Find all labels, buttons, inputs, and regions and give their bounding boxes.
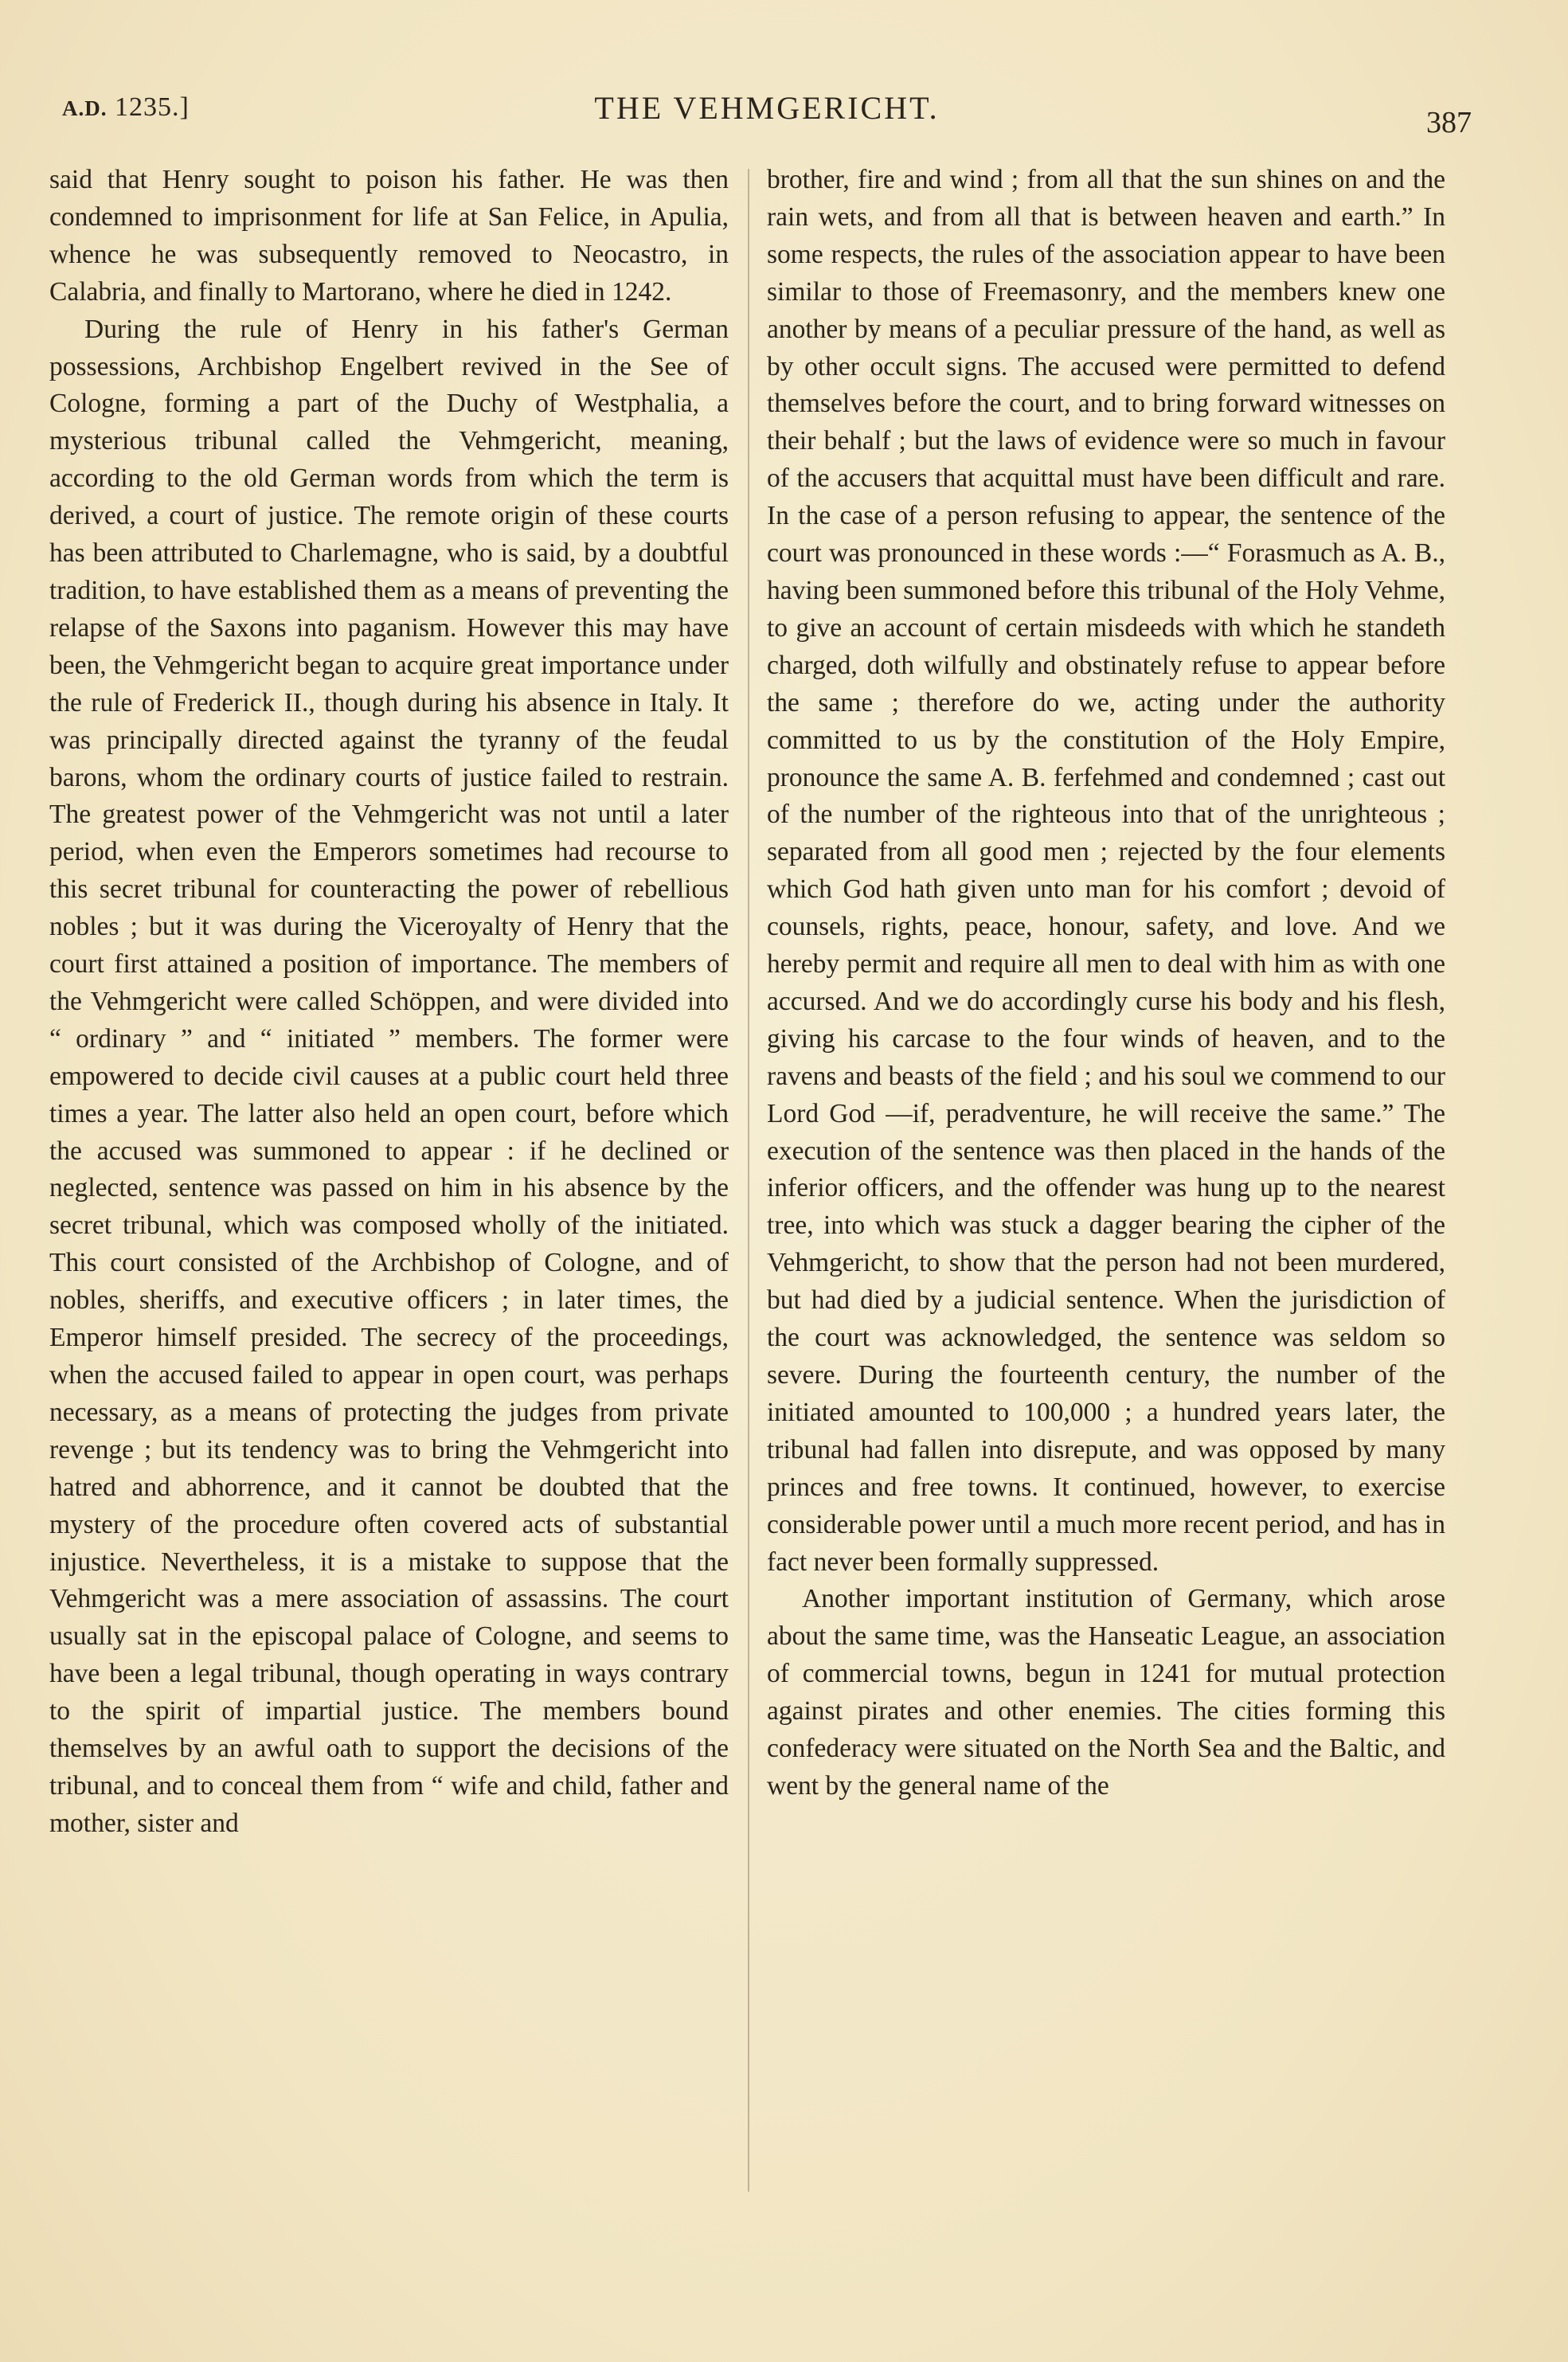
header-title: THE VEHMGERICHT. <box>594 90 940 126</box>
running-header <box>62 86 1472 139</box>
paragraph: During the rule of Henry in his father's German possessions, Archbishop Engelbert revived in the See of Cologne, forming a part of the Duchy of Westphalia, a mysterious tribunal called the Vehmgericht, meaning, according to the old German words from which the term is derived, a court of justice. The remote origin of these courts has been attributed to Charlemagne, who is said, by a doubtful tradition, to have established them as a means of preventing the relapse of the Saxons into paganism. However this may have been, the Vehmgericht began to acquire great importance under the rule of Frederick II., though during his absence in Italy. It was principally directed against the tyranny of the feudal barons, whom the ordinary courts of justice failed to restrain. The greatest power of the Vehmgericht was not until a later period, when even the Emperors sometimes had recourse to this secret tribunal for counteracting the power of rebellious nobles ; but it was during the Viceroyalty of Henry that the court first attained a position of importance. The members of the Vehmgericht were called Schöppen, and were divided into “ ordinary ” and “ initiated ” members. The former were empowered to decide civil causes at a public court held three times a year. The latter also held an open court, before which the accused was summoned to appear : if he declined or neglected, sentence was passed on him in his absence by the secret tribunal, which was composed wholly of the initiated. This court consisted of the Archbishop of Cologne, and of nobles, sheriffs, and executive officers ; in later times, the Emperor himself presided. The secrecy of the proceedings, when the accused failed to appear in open court, was perhaps necessary, as a means of protecting the judges from private revenge ; but its tendency was to bring the Vehmgericht into hatred and abhorrence, and it cannot be doubted that the mystery of the procedure often covered acts of substantial injustice. Nevertheless, it is a mistake to suppose that the Vehmgericht was a mere association of assassins. The court usually sat in the episcopal palace of Cologne, and seems to have been a legal tribunal, though operating in ways contrary to the spirit of impartial justice. The members bound themselves by an awful oath to support the decisions of the tribunal, and to conceal them from “ wife and child, father and mother, sister and <box>49 314 729 1838</box>
paragraph: brother, fire and wind ; from all that the sun shines on and the rain wets, and from all that is between heaven and earth.” In some respects, the rules of the association appear to have been similar to those of Freemasonry, and the members knew one another by means of a peculiar pressure of the hand, as well as by other occult signs. The accused were permitted to defend themselves before the court, and to bring forward witnesses on their behalf ; but the laws of evidence were so much in favour of the accusers that acquittal must have been difficult and rare. In the case of a person refusing to appear, the sentence of the court was pronounced in these words :—“ Forasmuch as A. B., having been summoned before this tribunal of the Holy Vehme, to give an account of certain misdeeds with which he standeth charged, doth wilfully and obstinately refuse to appear before the same ; therefore do we, acting under the authority committed to us by the constitution of the Holy Empire, pronounce the same A. B. ferfehmed and condemned ; cast out of the number of the righteous into that of the unrighteous ; separated from all good men ; rejected by the four elements which God hath given unto man for his comfort ; devoid of counsels, rights, peace, honour, safety, and love. And we hereby permit and require all men to deal with him as with one accursed. And we do accordingly curse his body and his flesh, giving his carcase to the four winds of heaven, and to the ravens and beasts of the field ; and his soul we commend to our Lord God —if, peradventure, he will receive the same.” The execution of the sentence was then placed in the hands of the inferior officers, and the offender was hung up to the nearest tree, into which was stuck a dagger bearing the cipher of the Vehmgericht, to show that the person had not been murdered, but had died by a judicial sentence. When the jurisdiction of the court was acknowledged, the sentence was seldom so severe. During the fourteenth century, the number of the initiated amounted to 100,000 ; a hundred years later, the tribunal had fallen into disrepute, and was opposed by many princes and free towns. It continued, however, to exercise considerable power until a much more recent period, and has in fact never been formally suppressed. <box>767 165 1445 1577</box>
header-date-year: 1235.] <box>115 92 190 122</box>
paragraph: Another important institution of Germany, which arose about the same time, was the Hanseatic League, an association of commercial towns, begun in 1241 for mutual protection against pirates and other enemies. The cities forming this confederacy were situated on the North Sea and the Baltic, and went by the general name of the <box>767 1584 1445 1801</box>
page-number: 387 <box>1426 106 1472 139</box>
column-divider <box>748 169 749 2192</box>
text-column-right <box>767 162 1445 2248</box>
text-column-left <box>49 162 729 2248</box>
paragraph: said that Henry sought to poison his father. He was then condemned to imprisonment for life at San Felice, in Apulia, whence he was subsequently removed to Neocastro, in Calabria, and finally to Martorano, where he died in 1242. <box>49 165 729 307</box>
header-date-prefix: A.D. <box>62 96 108 120</box>
